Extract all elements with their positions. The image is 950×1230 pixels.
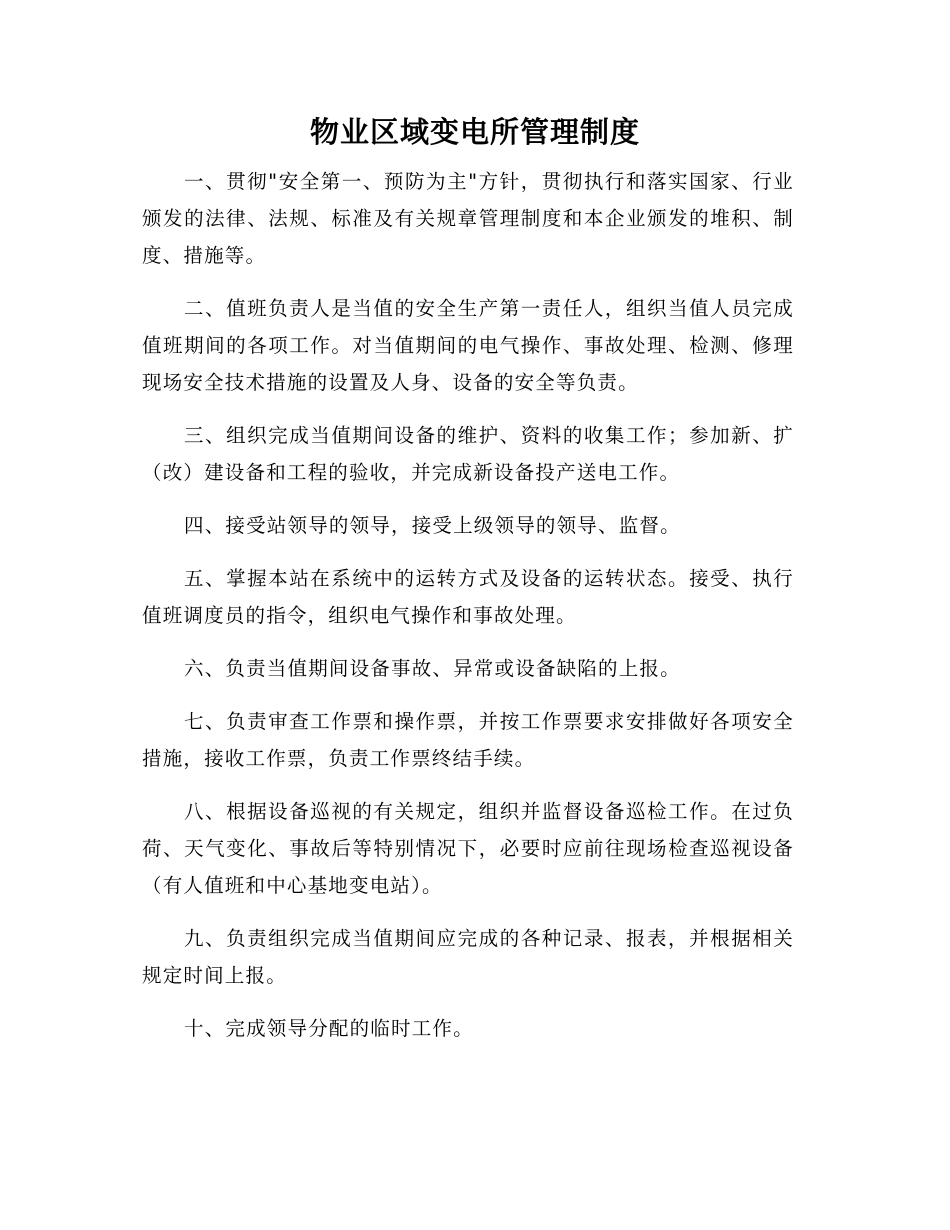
document-title: 物业区域变电所管理制度 (309, 115, 640, 149)
paragraph-3: 三、组织完成当值期间设备的维护、资料的收集工作；参加新、扩（改）建设备和工程的验收，并完成新设备投产送电工作。 (142, 424, 794, 484)
paragraph-5: 五、掌握本站在系统中的运转方式及设备的运转状态。接受、执行值班调度员的指令，组织电气操作和事故处理。 (142, 567, 794, 627)
paragraph-2: 二、值班负责人是当值的安全生产第一责任人，组织当值人员完成值班期间的各项工作。对当值期间的电气操作、事故处理、检测、修理现场安全技术措施的设置及人身、设备的安全等负责。 (142, 297, 794, 394)
document-body (142, 163, 794, 1063)
paragraph-9: 九、负责组织完成当值期间应完成的各种记录、报表，并根据相关规定时间上报。 (142, 927, 794, 987)
paragraph-7: 七、负责审查工作票和操作票，并按工作票要求安排做好各项安全措施，接收工作票，负责工作票终结手续。 (142, 710, 794, 770)
paragraph-6: 六、负责当值期间设备事故、异常或设备缺陷的上报。 (184, 657, 681, 680)
paragraph-8: 八、根据设备巡视的有关规定，组织并监督设备巡检工作。在过负荷、天气变化、事故后等特别情况下，必要时应前往现场检查巡视设备（有人值班和中心基地变电站）。 (142, 800, 794, 897)
paragraph-1: 一、贯彻"安全第一、预防为主"方针，贯彻执行和落实国家、行业颁发的法律、法规、标准及有关规章管理制度和本企业颁发的堆积、制度、措施等。 (142, 170, 794, 267)
paragraph-4: 四、接受站领导的领导，接受上级领导的领导、监督。 (184, 514, 681, 537)
paragraph-10: 十、完成领导分配的临时工作。 (184, 1017, 474, 1040)
